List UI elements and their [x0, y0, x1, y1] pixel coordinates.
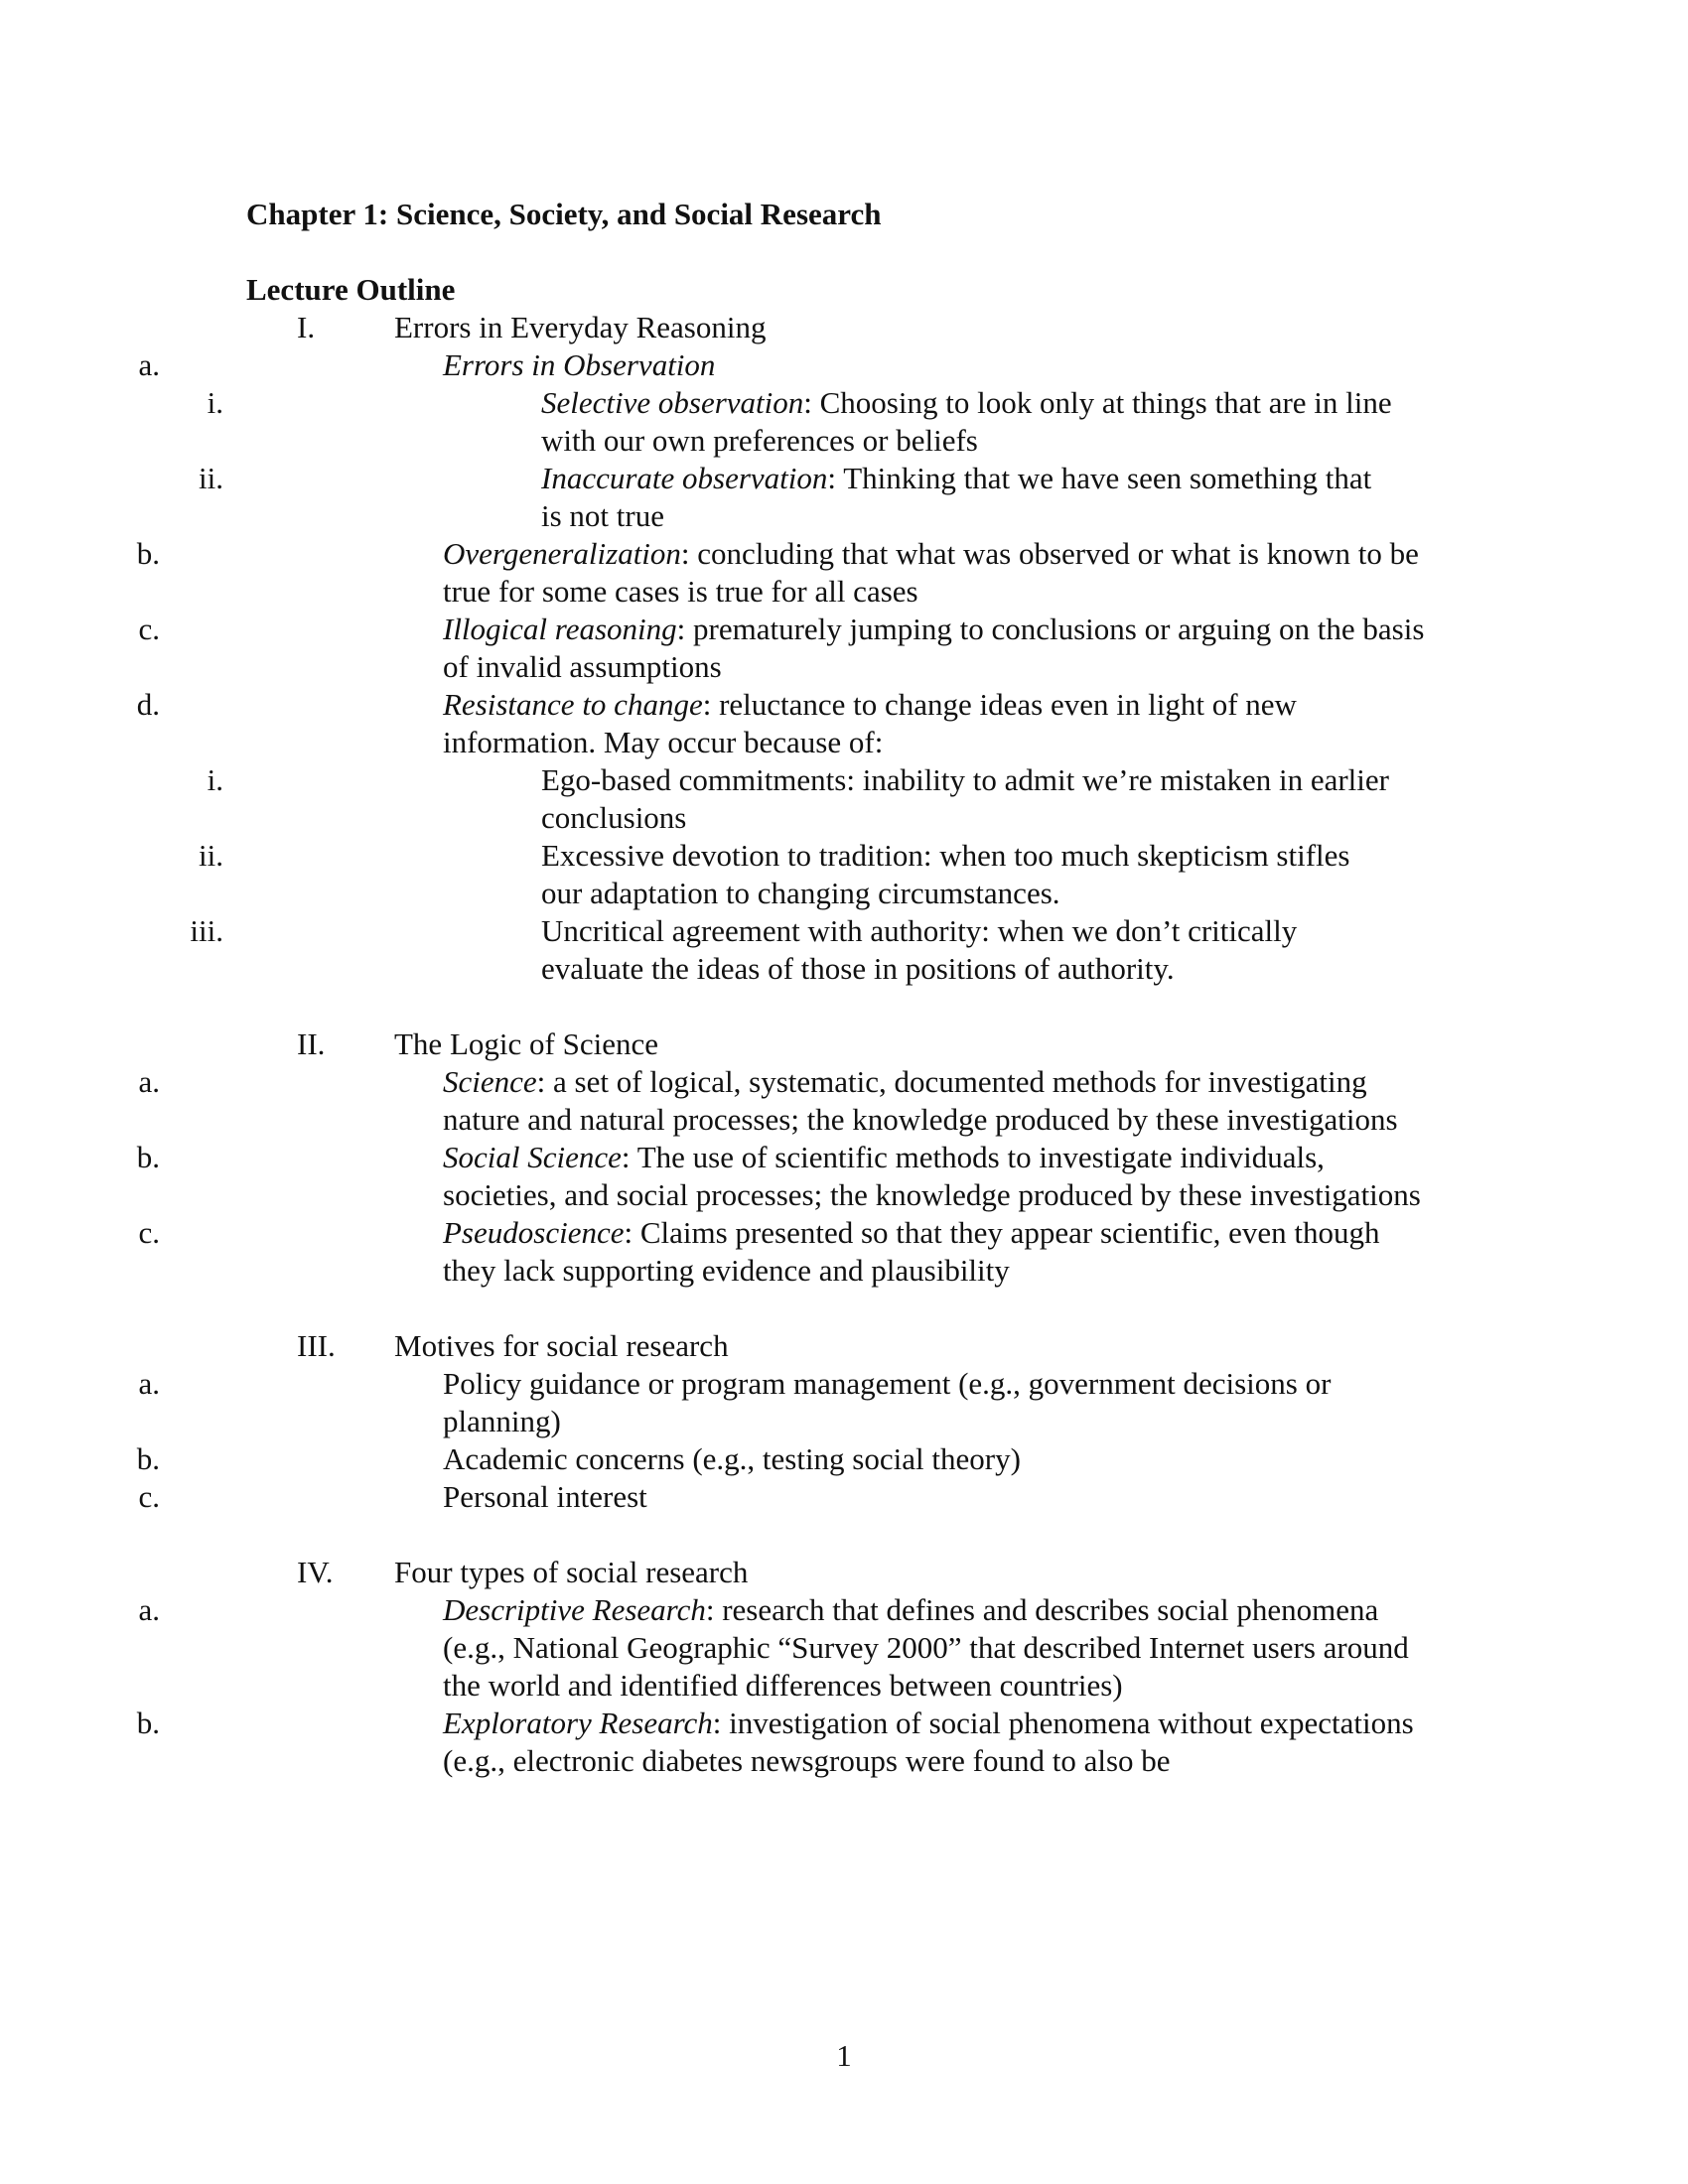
outline-subitem	[0, 384, 1395, 460]
item-term: Exploratory Research	[443, 1706, 713, 1740]
item-text: : Claims presented so that they appear scientific, even though they lack supporting evidence and plausibility	[443, 1215, 1380, 1288]
section-heading	[0, 1327, 1688, 1365]
subitem-term: Selective observation	[541, 385, 804, 420]
item-term: Overgeneralization	[443, 536, 681, 571]
outline-subitem	[0, 460, 1395, 535]
item-text: Policy guidance or program management (e.g., government decisions or planning)	[443, 1366, 1332, 1438]
section-title: The Logic of Science	[394, 1026, 658, 1061]
outline-section	[0, 1327, 1688, 1516]
subitem-numeral: ii.	[199, 461, 223, 495]
item-letter: d.	[136, 687, 160, 722]
item-letter: a.	[138, 1064, 160, 1099]
item-term: Social Science	[443, 1140, 622, 1174]
item-text: : concluding that what was observed or what is known to be true for some cases is true for all cases	[443, 536, 1419, 609]
item-letter: b.	[136, 536, 160, 571]
item-letter: a.	[138, 1366, 160, 1401]
item-text: : prematurely jumping to conclusions or arguing on the basis of invalid assumptions	[443, 612, 1425, 684]
subitem-numeral: ii.	[199, 838, 223, 873]
outline-item	[0, 1214, 1430, 1290]
subitem-text: Excessive devotion to tradition: when too much skepticism stifles our adaptation to changing circumstances.	[541, 838, 1350, 910]
outline-section	[0, 309, 1688, 988]
item-letter: c.	[138, 612, 160, 646]
item-text: : reluctance to change ideas even in light of new information. May occur because of:	[443, 687, 1297, 759]
item-text: Personal interest	[443, 1479, 647, 1514]
subitem-text: : Thinking that we have seen something that is not true	[541, 461, 1372, 533]
outline-item	[0, 686, 1430, 761]
outline-item	[0, 346, 1430, 384]
section-numeral: IV.	[297, 1555, 334, 1589]
section-numeral: III.	[297, 1328, 336, 1363]
outline-subitem	[0, 761, 1395, 837]
outline-item	[0, 1063, 1430, 1139]
outline-item	[0, 1365, 1430, 1440]
item-term: Science	[443, 1064, 537, 1099]
outline-section	[0, 1554, 1688, 1780]
outline-subitem	[0, 912, 1395, 988]
lecture-outline	[0, 309, 1688, 1780]
outline-heading: Lecture Outline	[246, 272, 456, 307]
item-letter: b.	[136, 1706, 160, 1740]
section-heading	[0, 309, 1688, 346]
outline-item	[0, 1440, 1430, 1478]
section-title: Errors in Everyday Reasoning	[394, 310, 767, 344]
outline-subitem	[0, 837, 1395, 912]
subitem-text: Ego-based commitments: inability to admit we’re mistaken in earlier conclusions	[541, 762, 1389, 835]
outline-item	[0, 1478, 1430, 1516]
item-text: : research that defines and describes social phenomena (e.g., National Geographic “Survey 2000” that described Internet users around the world and identified differences between countries)	[443, 1592, 1409, 1703]
item-term: Errors in Observation	[443, 347, 716, 382]
subitem-numeral: i.	[207, 385, 223, 420]
outline-item	[0, 1591, 1430, 1705]
item-text: : a set of logical, systematic, documented methods for investigating nature and natural processes; the knowledge produced by these investigations	[443, 1064, 1398, 1137]
item-letter: c.	[138, 1479, 160, 1514]
item-letter: b.	[136, 1441, 160, 1476]
subitem-term: Inaccurate observation	[541, 461, 828, 495]
outline-item	[0, 1705, 1430, 1780]
section-title: Motives for social research	[394, 1328, 729, 1363]
outline-section	[0, 1025, 1688, 1290]
section-heading	[0, 1554, 1688, 1591]
subitem-numeral: iii.	[190, 913, 223, 948]
subitem-text: : Choosing to look only at things that are in line with our own preferences or beliefs	[541, 385, 1392, 458]
item-text: : investigation of social phenomena without expectations (e.g., electronic diabetes newsgroups were found to also be	[443, 1706, 1414, 1778]
outline-item	[0, 535, 1430, 611]
item-text: : The use of scientific methods to investigate individuals, societies, and social processes; the knowledge produced by these investigations	[443, 1140, 1421, 1212]
item-term: Illogical reasoning	[443, 612, 677, 646]
item-letter: b.	[136, 1140, 160, 1174]
subitem-numeral: i.	[207, 762, 223, 797]
outline-item	[0, 611, 1430, 686]
item-term: Resistance to change	[443, 687, 703, 722]
item-text: Academic concerns (e.g., testing social theory)	[443, 1441, 1021, 1476]
page-number: 1	[836, 2038, 852, 2073]
section-title: Four types of social research	[394, 1555, 749, 1589]
chapter-title: Chapter 1: Science, Society, and Social Research	[246, 197, 882, 231]
section-numeral: I.	[297, 310, 316, 344]
item-letter: a.	[138, 347, 160, 382]
section-numeral: II.	[297, 1026, 326, 1061]
subitem-text: Uncritical agreement with authority: when we don’t critically evaluate the ideas of those in positions of authority.	[541, 913, 1298, 986]
section-heading	[0, 1025, 1688, 1063]
item-letter: a.	[138, 1592, 160, 1627]
item-letter: c.	[138, 1215, 160, 1250]
item-term: Pseudoscience	[443, 1215, 625, 1250]
item-term: Descriptive Research	[443, 1592, 706, 1627]
outline-item	[0, 1139, 1430, 1214]
